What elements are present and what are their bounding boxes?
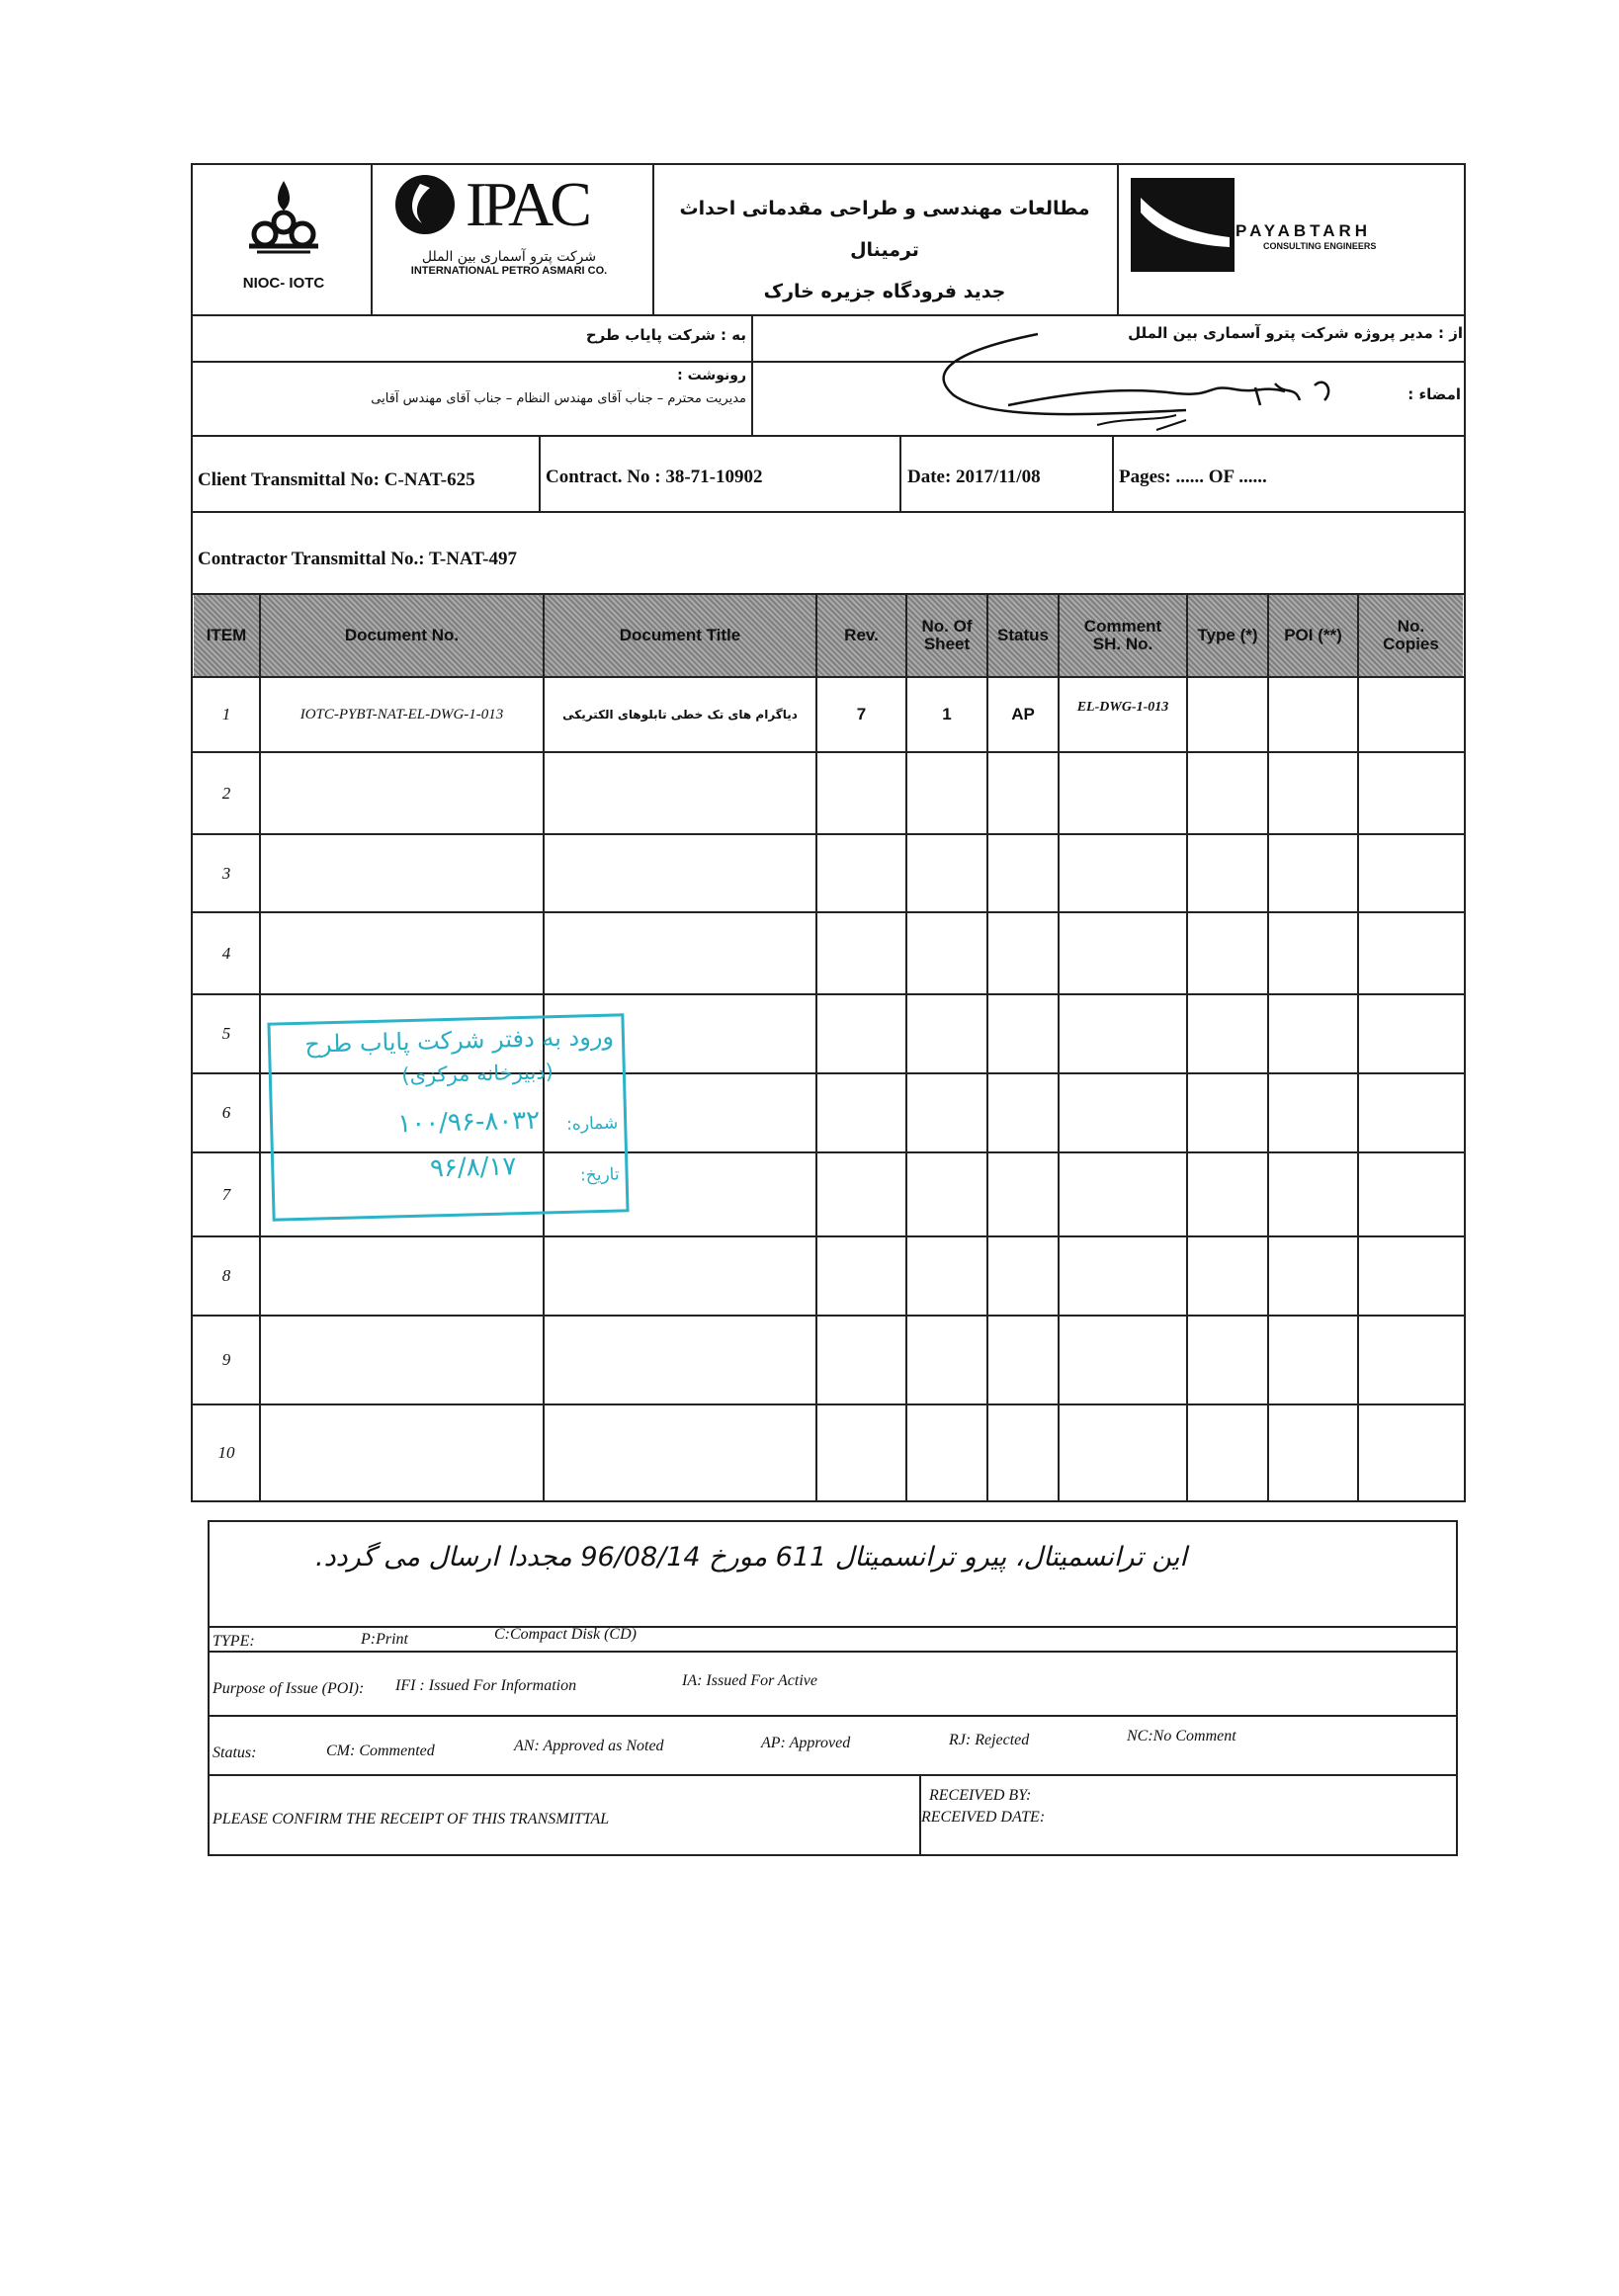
divider bbox=[191, 511, 1466, 513]
ipac-logo bbox=[381, 170, 647, 308]
ipac-wordmark: IPAC bbox=[466, 169, 588, 239]
payabtarh-logo bbox=[1127, 170, 1463, 308]
project-title bbox=[654, 188, 1115, 312]
table-row-9-item: 9 bbox=[221, 1350, 231, 1369]
divider bbox=[191, 1315, 1466, 1317]
col-header-copies: No. Copies bbox=[1359, 595, 1463, 676]
cc-label: رونوشت : bbox=[677, 368, 746, 383]
table-row-5-item: 5 bbox=[221, 1024, 231, 1043]
divider bbox=[208, 1626, 1458, 1628]
table-row-1-rev: 7 bbox=[856, 705, 867, 723]
ipac-english-name: INTERNATIONAL PETRO ASMARI CO. bbox=[410, 265, 608, 277]
divider bbox=[208, 1651, 1458, 1653]
col-header-poi: POI (**) bbox=[1269, 595, 1357, 676]
header-bottom-line bbox=[191, 314, 1466, 316]
table-row-1-status: AP bbox=[1011, 705, 1035, 723]
status-ap: AP: Approved bbox=[761, 1735, 851, 1751]
divider bbox=[191, 593, 1466, 595]
table-row-8-item: 8 bbox=[221, 1266, 231, 1285]
status-an: AN: Approved as Noted bbox=[514, 1738, 664, 1754]
col-header-type: Type (*) bbox=[1188, 595, 1267, 676]
from-field: از : مدیر پروژه شرکت پترو آسماری بین الملل bbox=[1128, 324, 1463, 342]
stamp-line2: (دبیرخانه مرکزی) bbox=[401, 1060, 554, 1088]
divider bbox=[1112, 435, 1114, 511]
divider bbox=[191, 1403, 1466, 1405]
type-label: TYPE: bbox=[213, 1633, 255, 1650]
contract-no: Contract. No : 38-71-10902 bbox=[546, 467, 763, 487]
stamp-date-label: تاریخ: bbox=[579, 1164, 620, 1186]
col-header-document-no: Document No. bbox=[261, 595, 543, 676]
divider bbox=[899, 435, 901, 511]
payabtarh-emblem-icon bbox=[1131, 178, 1235, 272]
table-row-1-title: دیاگرام های تک خطی تابلوهای الکتریکی bbox=[562, 708, 798, 722]
to-field: به : شرکت پایاب طرح bbox=[585, 326, 746, 344]
divider bbox=[191, 833, 1466, 835]
received-date: RECEIVED DATE: bbox=[921, 1809, 1046, 1826]
table-row-1-doc-no: IOTC-PYBT-NAT-EL-DWG-1-013 bbox=[299, 706, 504, 723]
table-row-4-item: 4 bbox=[221, 943, 231, 963]
pages-count: Pages: ...... OF ...... bbox=[1119, 467, 1267, 487]
status-label: Status: bbox=[213, 1744, 257, 1761]
stamp-line1: ورود به دفتر شرکت پایاب طرح bbox=[304, 1022, 615, 1059]
stamp-number-label: شماره: bbox=[565, 1113, 619, 1135]
table-row-6-item: 6 bbox=[221, 1103, 231, 1122]
confirm-receipt: PLEASE CONFIRM THE RECEIPT OF THIS TRANSMITTAL bbox=[213, 1811, 610, 1828]
table-row-10-item: 10 bbox=[217, 1443, 235, 1462]
divider bbox=[191, 1235, 1466, 1237]
divider bbox=[1117, 163, 1119, 314]
divider bbox=[191, 751, 1466, 753]
col-header-document-title: Document Title bbox=[545, 595, 815, 676]
table-row-1-comment: EL-DWG-1-013 bbox=[1076, 700, 1169, 715]
poi-label: Purpose of Issue (POI): bbox=[213, 1680, 365, 1697]
ipac-persian-name: شرکت پترو آسماری بین الملل bbox=[421, 249, 597, 265]
divider bbox=[371, 163, 373, 314]
handwritten-signature bbox=[860, 326, 1374, 455]
divider bbox=[1267, 593, 1269, 1502]
table-row-3-item: 3 bbox=[221, 863, 231, 883]
flame-emblem-icon bbox=[229, 173, 338, 262]
stamp-number-value: ۱۰۰/۹۶-۸۰۳۲ bbox=[396, 1105, 541, 1140]
nioc-logo bbox=[229, 173, 338, 301]
table-row-1-item: 1 bbox=[221, 705, 231, 723]
col-header-rev: Rev. bbox=[817, 595, 905, 676]
status-rj: RJ: Rejected bbox=[949, 1732, 1030, 1748]
transmittal-date: Date: 2017/11/08 bbox=[907, 467, 1041, 487]
poi-ia: IA: Issued For Active bbox=[682, 1672, 817, 1689]
footer-note: این ترانسمیتال، پیرو ترانسمیتال 611 مورخ 96/08/14 مجددا ارسال می گردد. bbox=[315, 1542, 1187, 1573]
receipt-stamp bbox=[267, 1013, 629, 1221]
col-header-comment-sh-no: Comment SH. No. bbox=[1060, 595, 1186, 676]
project-title-line2: جدید فرودگاه جزیره خارک bbox=[763, 281, 1006, 302]
table-row-2-item: 2 bbox=[221, 783, 231, 803]
status-nc: NC:No Comment bbox=[1127, 1728, 1236, 1744]
divider bbox=[1186, 593, 1188, 1502]
divider bbox=[191, 993, 1466, 995]
client-transmittal-no: Client Transmittal No: C-NAT-625 bbox=[198, 469, 475, 490]
divider bbox=[208, 1774, 1458, 1776]
status-cm: CM: Commented bbox=[326, 1743, 435, 1759]
col-header-item: ITEM bbox=[194, 595, 259, 676]
table-row-7-item: 7 bbox=[221, 1184, 231, 1204]
contractor-transmittal-no: Contractor Transmittal No.: T-NAT-497 bbox=[198, 549, 517, 569]
table-row-1-sheets: 1 bbox=[942, 705, 952, 723]
type-print: P:Print bbox=[361, 1631, 408, 1648]
received-by: RECEIVED BY: bbox=[929, 1787, 1032, 1804]
cc-text: مدیریت محترم – جناب آقای مهندس النظام – جناب آقای مهندس آقایی bbox=[371, 391, 746, 406]
poi-ifi: IFI : Issued For Information bbox=[395, 1677, 577, 1694]
stamp-date-value: ۹۶/۸/۱۷ bbox=[429, 1151, 517, 1184]
ipac-drop-icon bbox=[390, 170, 460, 239]
payabtarh-sub: CONSULTING ENGINEERS bbox=[1263, 241, 1377, 251]
col-header-sheets: No. Of Sheet bbox=[907, 595, 986, 676]
type-cd: C:Compact Disk (CD) bbox=[494, 1626, 637, 1643]
col-header-status: Status bbox=[988, 595, 1058, 676]
nioc-label: NIOC- IOTC bbox=[242, 275, 325, 292]
divider bbox=[191, 911, 1466, 913]
divider bbox=[208, 1715, 1458, 1717]
divider bbox=[539, 435, 541, 511]
divider bbox=[751, 314, 753, 435]
project-title-line1: مطالعات مهندسی و طراحی مقدماتی احداث ترمینال bbox=[679, 198, 1090, 261]
signature-label: امضاء : bbox=[1407, 385, 1461, 403]
divider bbox=[1357, 593, 1359, 1502]
payabtarh-name: PAYABTARH bbox=[1236, 221, 1372, 240]
